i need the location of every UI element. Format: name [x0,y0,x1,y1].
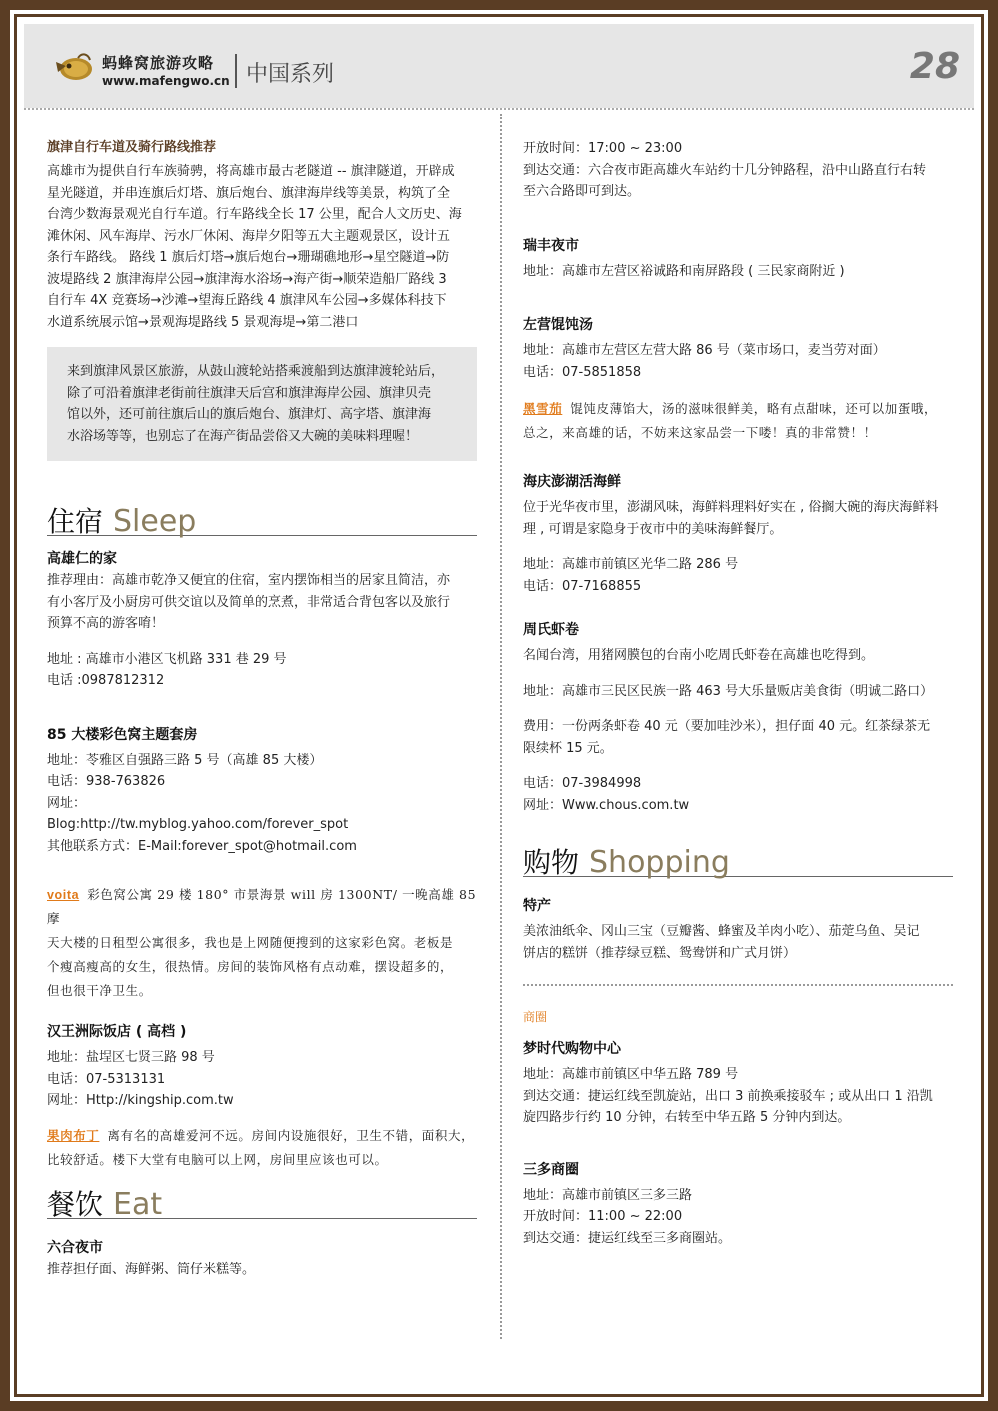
hotel-phone: 电话：07-5313131 [47,1071,166,1087]
user-comment [47,883,477,1003]
restaurant-desc: 名闻台湾，用猪网膜包的台南小吃周氏虾卷在高雄也吃得到。 [523,648,875,663]
user-comment [47,1124,477,1172]
page-header [24,24,974,108]
restaurant-phone: 电话：07-7168855 [523,578,642,594]
logo-title: 蚂蜂窝旅游攻略 [102,54,215,72]
specialty-line: 饼店的糕饼（推荐绿豆糕、鸳鸯饼和广式月饼） [523,945,797,961]
restaurant-name: 周氏虾卷 [523,622,579,638]
header-divider [24,108,974,110]
bike-route-text [47,161,477,333]
bee-logo-icon [52,52,94,84]
restaurant-address: 地址：高雄市三民区民族一路 463 号大乐量贩店美食街（明诚二路口） [523,683,934,699]
desc-line: 位于光华夜市里，澎湖风味，海鲜料理料好实在 , 俗搁大碗的海庆海鲜料 [523,500,939,515]
restaurant-name: 六合夜市 [47,1239,103,1256]
hotel-address: 地址 : 高雄市小港区飞机路 331 巷 29 号 [47,651,287,667]
traffic-line: 到达交通：六合夜市距高雄火车站约十几分钟路程，沿中山路直行右转 [523,162,927,178]
hotel-name: 汉王洲际饭店 ( 高档 ) [47,1024,187,1040]
restaurant-fee [523,716,953,759]
hotel-phone: 电话：938-763826 [47,774,166,789]
bike-line: 台湾少数海景观光自行车道。行车路线全长 17 公里，配合人文历史、海 [47,207,462,222]
restaurant-name: 瑞丰夜市 [523,237,579,254]
comment-author[interactable]: 黑雪茄 [523,402,563,416]
comment-author[interactable]: voita [47,888,80,902]
right-column [523,138,953,1249]
tip-box [47,347,477,461]
tip-line: 水浴场等等，也别忘了在海产街品尝俗又大碗的美味料理喔！ [67,428,419,444]
dotted-divider [523,984,953,986]
mall-name: 梦时代购物中心 [523,1041,621,1057]
comment-line: 天大楼的日租型公寓很多，我也是上网随便搜到的这家彩色窝。老板是 [47,935,454,950]
comment-line: 但也很干净卫生。 [47,983,152,998]
header-separator [235,54,237,88]
mall-traffic [523,1086,953,1129]
left-column [47,137,477,1280]
bike-line: 星光隧道，并串连旗后灯塔、旗后炮台、旗津海岸线等美景，构筑了全 [47,185,451,201]
comment-line: 个瘦高瘦高的女生，很热情。房间的装饰风格有点动难，摆设超多的， [47,959,454,974]
series-title: 中国系列 [246,62,335,87]
bike-line: 波堤路线 2 旗津海岸公园→旗津海水浴场→海产街→顺荣造船厂路线 3 [47,271,447,287]
desc-line: 推荐理由：高雄市乾净又便宜的住宿，室内摆饰相当的居家且简洁，亦 [47,573,451,588]
comment-line: 比较舒适。楼下大堂有电脑可以上网，房间里应该也可以。 [47,1151,388,1167]
hours: 开放时间：17:00 ~ 23:00 [523,141,683,156]
fee-line: 限续杯 15 元。 [523,740,613,756]
sleep-title-en: Sleep [113,504,197,539]
page-number: 28 [909,46,960,87]
hotel-phone: 电话 :0987812312 [47,673,165,688]
restaurant-phone: 电话：07-3984998 [523,776,642,791]
mall-name: 三多商圈 [523,1161,579,1178]
specialty-text [523,921,953,964]
hotel-blog[interactable]: Blog:http://tw.myblog.yahoo.com/forever_spot [47,817,349,832]
tip-line: 来到旗津风景区旅游，从鼓山渡轮站搭乘渡船到达旗津渡轮站后， [67,364,445,379]
page [24,24,974,1381]
restaurant-address: 地址：高雄市左营区裕诚路和南屏路段 ( 三民家商附近 ) [523,263,845,279]
restaurant-name: 左营馄饨汤 [523,317,593,333]
district-tag: 商圈 [523,1010,548,1024]
bike-line: 自行车 4X 竞赛场→沙滩→望海丘路线 4 旗津风车公园→多媒体科技下 [47,293,447,308]
bike-line: 高雄市为提供自行车族骑骋，将高雄市最古老隧道 -- 旗津隧道，开辟成 [47,164,455,179]
hotel-email[interactable]: 其他联系方式：E-Mail:forever_spot@hotmail.com [47,838,357,854]
mall-hours: 开放时间：11:00 ~ 22:00 [523,1209,683,1224]
restaurant-website[interactable]: 网址：Www.chous.com.tw [523,797,690,813]
sleep-section-title [47,504,477,539]
traffic-line: 旋四路步行约 10 分钟，右转至中华五路 5 分钟内到达。 [523,1110,851,1125]
traffic-line: 至六合路即可到达。 [523,184,641,199]
traffic-line: 到达交通：捷运红线至凯旋站，出口 3 前换乘接驳车 ; 或从出口 1 沿凯 [523,1088,933,1104]
mall-address: 地址：高雄市前镇区中华五路 789 号 [523,1067,739,1082]
bike-route-title: 旗津自行车道及骑行路线推荐 [47,140,217,155]
eat-title-cn: 餐饮 [47,1187,104,1221]
fee-line: 费用：一份两条虾卷 40 元（要加哇沙米），担仔面 40 元。红茶绿茶无 [523,719,931,734]
shopping-title-cn: 购物 [523,846,580,879]
comment-text: 彩色窝公寓 29 楼 180° 市景海景 will 房 1300NT/ 一晚高雄 85 摩 [47,887,477,926]
tip-line: 馆以外，还可前往旗后山的旗后炮台、旗津灯、高字塔、旗津海 [67,407,432,422]
mall-traffic: 到达交通：捷运红线至三多商圈站。 [523,1230,732,1246]
comment-author[interactable]: 果肉布丁 [47,1128,100,1143]
sleep-title-cn: 住宿 [47,505,104,538]
hotel-address: 地址：盐埕区七贤三路 98 号 [47,1050,215,1065]
restaurant-name: 海庆澎湖活海鲜 [523,474,621,490]
shopping-title-en: Shopping [589,845,730,880]
column-divider [500,114,502,1339]
specialty-line: 美浓油纸伞、冈山三宝（豆瓣酱、蜂蜜及羊肉小吃）、茄萣乌鱼、吴记 [523,924,920,939]
eat-section-title [47,1186,477,1222]
user-comment [523,397,953,445]
hotel-name: 高雄仁的家 [47,551,117,567]
restaurant-desc: 推荐担仔面、海鲜粥、筒仔米糕等。 [47,1261,256,1277]
desc-line: 预算不高的游客唷！ [47,616,165,631]
desc-line: 有小客厅及小厨房可供交谊以及简单的烹煮，非常适合背包客以及旅行 [47,594,451,610]
bike-line: 条行车路线。 路线 1 旗后灯塔→旗后炮台→珊瑚礁地形→星空隧道→防 [47,250,450,265]
specialty-title: 特产 [523,898,551,914]
tip-line: 除了可沿着旗津老街前往旗津天后宫和旗津海岸公园、旗津贝壳 [67,385,432,401]
comment-line: 总之，来高雄的话，不妨来这家品尝一下喽！真的非常赞！！ [523,425,877,440]
traffic [523,160,953,203]
shopping-section-title [523,845,953,880]
bike-line: 水道系统展示馆→景观海堤路线 5 景观海堤→第二港口 [47,314,359,330]
restaurant-phone: 电话：07-5851858 [523,364,642,380]
bike-line: 滩休闲、风车海岸、污水厂休闲、海岸夕阳等五大主题观景区，设计五 [47,228,451,244]
hotel-name: 85 大楼彩色窝主题套房 [47,726,198,743]
hotel-address: 地址：苓雅区自强路三路 5 号（高雄 85 大楼） [47,752,323,768]
mall-address: 地址：高雄市前镇区三多三路 [523,1187,693,1203]
eat-title-en: Eat [113,1186,163,1222]
comment-text: 馄饨皮薄馅大，汤的滋味很鲜美，略有点甜味，还可以加蛋哦， [570,401,938,416]
comment-text: 离有名的高雄爱河不远。房间内设施很好，卫生不错，面积大， [107,1127,475,1143]
restaurant-desc [523,497,953,540]
hotel-web-label: 网址： [47,795,87,811]
restaurant-address: 地址：高雄市前镇区光华二路 286 号 [523,557,739,572]
logo-url[interactable]: www.mafengwo.cn [102,74,230,88]
desc-line: 理 , 可谓是家隐身于夜市中的美味海鲜餐厅。 [523,521,783,537]
restaurant-address: 地址：高雄市左营区左营大路 86 号（菜市场口，麦当劳对面） [523,343,886,358]
hotel-desc [47,570,477,635]
hotel-website[interactable]: 网址：Http://kingship.com.tw [47,1093,234,1108]
